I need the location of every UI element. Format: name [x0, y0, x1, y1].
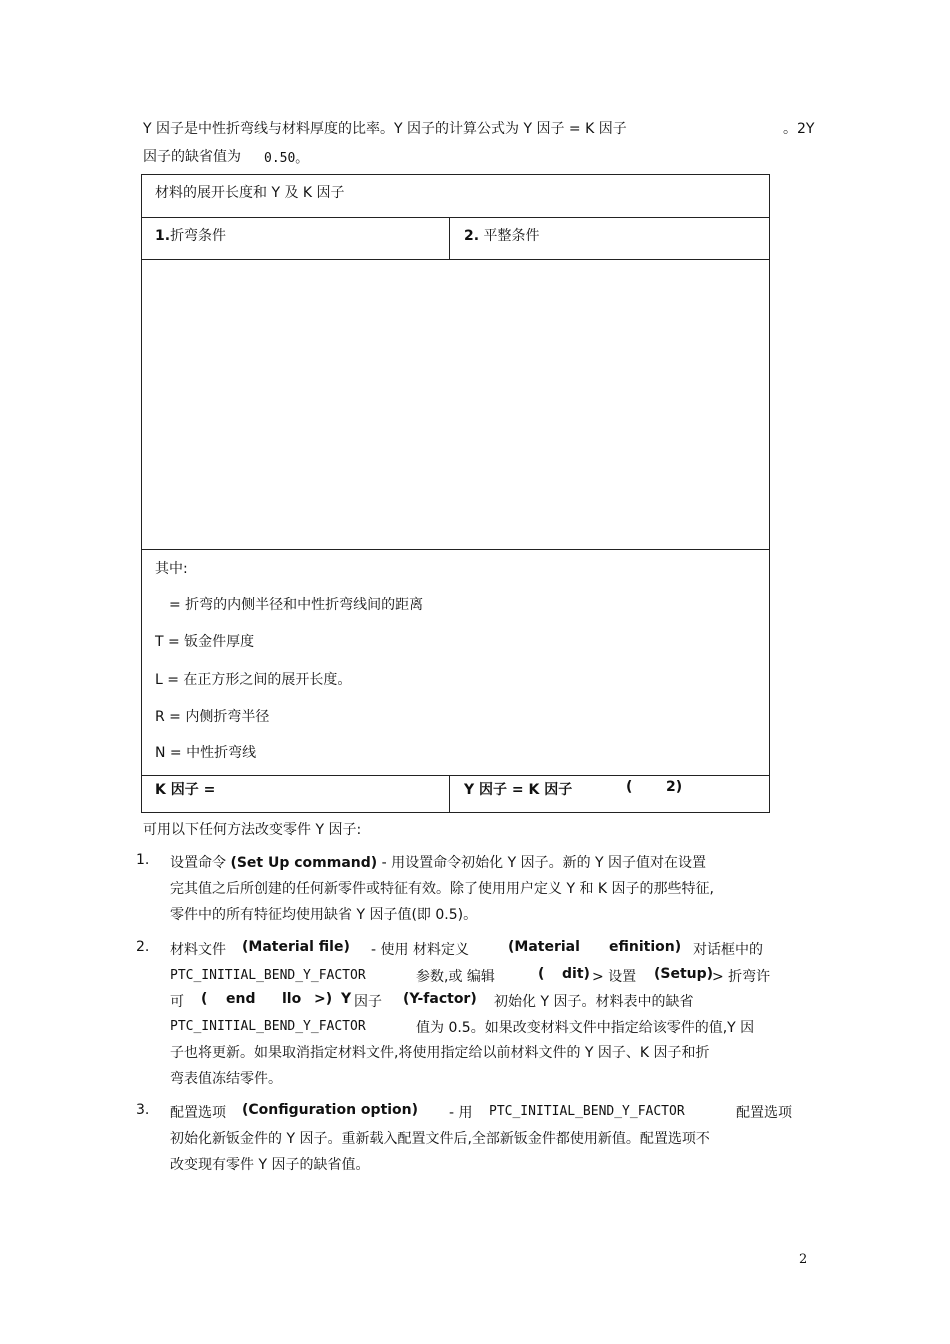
item-text: 参数,或 编辑: [416, 969, 495, 985]
y-factor-formula: Y 因子 = K 因子: [464, 782, 573, 798]
item-term: llo: [282, 991, 302, 1007]
item-term: >): [314, 991, 333, 1007]
intro-line-1-tail: 。2Y: [783, 121, 815, 137]
item-line: 初始化新钣金件的 Y 因子。重新载入配置文件后,全部新钣金件都使用新值。配置选项不: [170, 1131, 710, 1147]
item-number: 3.: [136, 1102, 150, 1118]
item-code: PTC_INITIAL_BEND_Y_FACTOR: [489, 1104, 685, 1119]
item-code: PTC_INITIAL_BEND_Y_FACTOR: [170, 1019, 366, 1034]
item-text: 初始化 Y 因子。材料表中的缺省: [494, 994, 694, 1010]
item-text: > 设置: [592, 969, 637, 985]
item-term: (Set Up command): [230, 855, 378, 871]
item-term: (: [538, 966, 545, 982]
item-term: (: [201, 991, 208, 1007]
definition-neutral-line: N = 中性折弯线: [155, 745, 257, 761]
intro-line-2: 因子的缺省值为: [143, 149, 241, 165]
definition-length: L = 在正方形之间的展开长度。: [155, 672, 352, 688]
item-text: 值为 0.5。如果改变材料文件中指定给该零件的值,Y 因: [416, 1020, 755, 1036]
intro-default-value: 0.50。: [264, 151, 309, 166]
item-line: 零件中的所有特征均使用缺省 Y 因子值(即 0.5)。: [170, 907, 478, 923]
definition-thickness: T = 钣金件厚度: [155, 634, 255, 650]
item-term: dit): [562, 966, 590, 982]
item-text: > 折弯许: [712, 969, 771, 985]
item-term: (Y-factor): [403, 991, 477, 1007]
item-term: (Configuration option): [242, 1102, 419, 1118]
table-title: 材料的展开长度和 Y 及 K 因子: [155, 185, 345, 201]
intro-line-1: Y 因子是中性折弯线与材料厚度的比率。Y 因子的计算公式为 Y 因子 = K 因子: [143, 121, 627, 137]
item-term: efinition): [609, 939, 682, 955]
definition-radius: R = 内侧折弯半径: [155, 709, 270, 725]
item-line: 子也将更新。如果取消指定材料文件,将使用指定给以前材料文件的 Y 因子、K 因子和折: [170, 1045, 710, 1061]
definition-offset: = 折弯的内侧半径和中性折弯线间的距离: [169, 597, 424, 613]
flat-condition-header: [464, 225, 540, 245]
item-text: 配置选项: [736, 1105, 792, 1121]
item-term: end: [226, 991, 256, 1007]
item-text: - 用设置命令初始化 Y 因子。新的 Y 因子值对在设置: [381, 855, 707, 871]
item-number: 2.: [136, 939, 150, 955]
methods-lead: 可用以下任何方法改变零件 Y 因子:: [143, 822, 362, 838]
item-text: 因子: [354, 994, 382, 1010]
item-text: 可: [170, 994, 184, 1010]
item-line: [170, 852, 706, 872]
bend-condition-label: 折弯条件: [170, 228, 227, 244]
item-term: (Material: [508, 939, 580, 955]
item-text: - 使用 材料定义: [371, 942, 469, 958]
flat-condition-number: 2.: [464, 228, 480, 244]
item-line: 完其值之后所创建的任何新零件或特征有效。除了使用用户定义 Y 和 K 因子的那些特征,: [170, 881, 714, 897]
y-factor-formula-close: 2): [666, 779, 683, 795]
item-text: 配置选项: [170, 1105, 226, 1121]
flat-condition-label: 平整条件: [483, 228, 540, 244]
item-number: 1.: [136, 852, 150, 868]
item-text: 材料文件: [170, 942, 226, 958]
where-label: 其中:: [155, 561, 188, 577]
k-factor-formula: K 因子 =: [155, 782, 216, 798]
item-term: (Material file): [242, 939, 350, 955]
item-line: 改变现有零件 Y 因子的缺省值。: [170, 1157, 370, 1173]
bend-condition-number: 1.: [155, 228, 171, 244]
item-code: PTC_INITIAL_BEND_Y_FACTOR: [170, 968, 366, 983]
y-factor-formula-open: (: [626, 779, 633, 795]
item-text: 对话框中的: [693, 942, 763, 958]
item-text: 设置命令: [170, 855, 226, 871]
diagram-area: [142, 260, 769, 549]
page-number: 2: [799, 1252, 808, 1267]
item-term: Y: [341, 991, 352, 1007]
item-text: - 用: [449, 1105, 473, 1121]
item-line: 弯表值冻结零件。: [170, 1071, 282, 1087]
bend-condition-header: [155, 225, 226, 245]
item-term: (Setup): [654, 966, 714, 982]
